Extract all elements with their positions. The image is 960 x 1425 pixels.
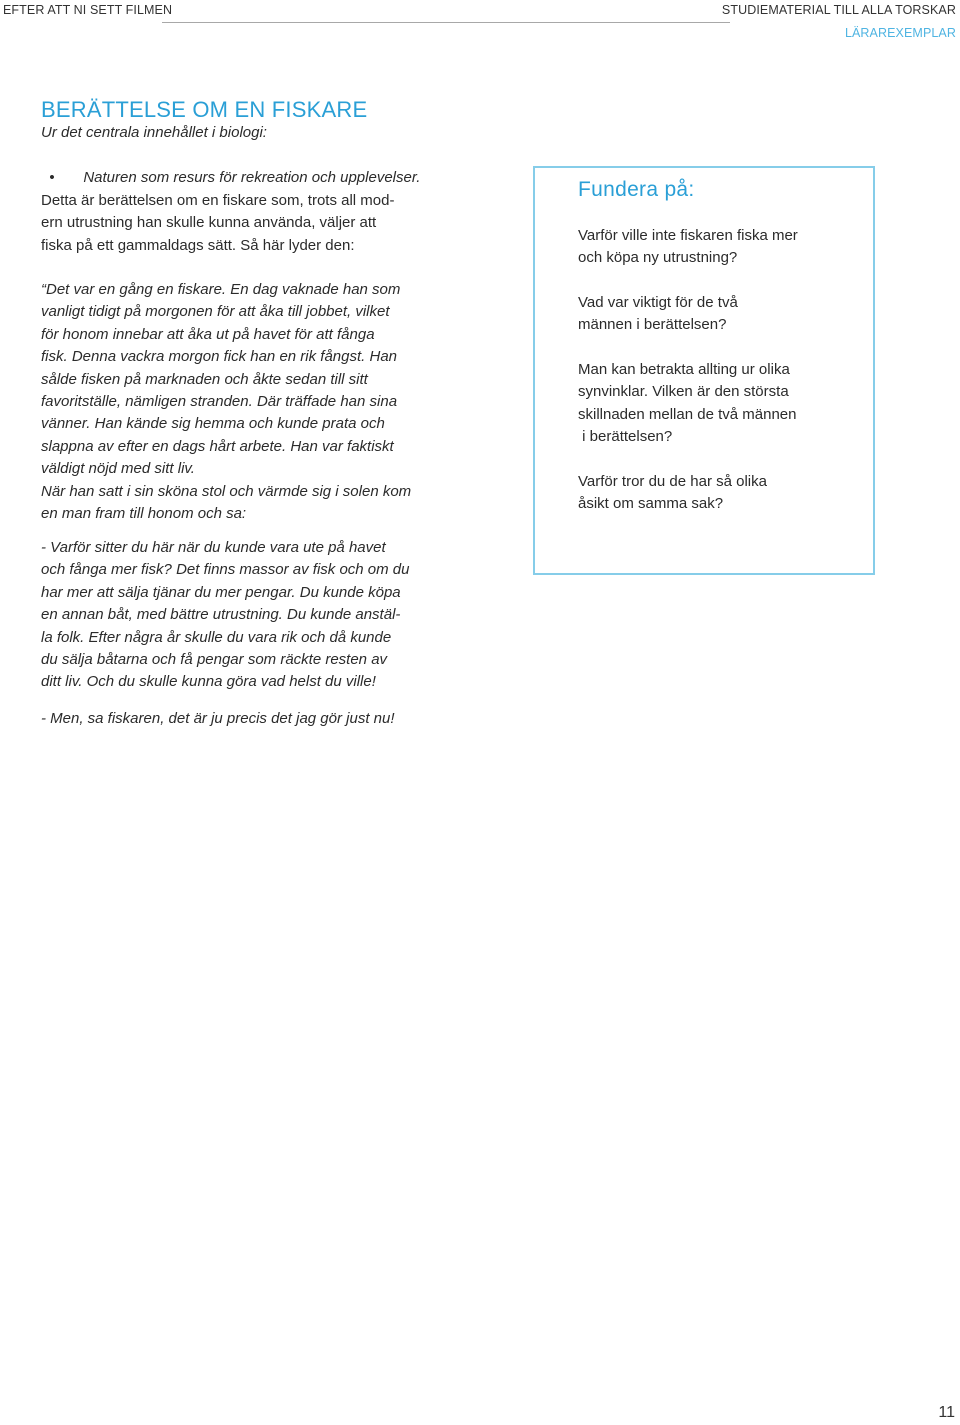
- dialog-line: en annan båt, med bättre utrustning. Du kunde anstäl-: [41, 606, 401, 624]
- question-item: [578, 225, 798, 270]
- story-line: en man fram till honom och sa:: [41, 504, 247, 522]
- dialog-line: la folk. Efter några år skulle du vara rik och då kunde: [41, 628, 392, 646]
- question-line: åsikt om samma sak?: [578, 495, 724, 513]
- question-line: och köpa ny utrustning?: [578, 249, 738, 267]
- dialog-line: du sälja båtarna och få pengar som räckte resten av: [41, 650, 388, 668]
- header-divider: [162, 22, 730, 23]
- header-left-title: EFTER ATT NI SETT FILMEN: [3, 3, 173, 17]
- intro-line: Detta är berättelsen om en fiskare som, trots all mod-: [41, 192, 395, 209]
- question-line: männen i berättelsen?: [578, 316, 727, 334]
- dialog-line: ditt liv. Och du skulle kunna göra vad helst du ville!: [41, 673, 376, 691]
- story-line: “Det var en gång en fiskare. En dag vaknade han som: [41, 281, 401, 298]
- story-line: vänner. Han kände sig hemma och kunde prata och: [41, 415, 385, 433]
- header-right-title: STUDIEMATERIAL TILL ALLA TORSKAR: [721, 3, 956, 17]
- reflection-box: [533, 166, 875, 575]
- question-item: [578, 292, 738, 337]
- story-line: slappna av efter en dags hårt arbete. Han var faktiskt: [41, 437, 394, 455]
- dialog-line: och fånga mer fisk? Det finns massor av fisk och om du: [41, 561, 410, 579]
- intro-paragraph: [41, 190, 394, 257]
- question-line: i berättelsen?: [578, 428, 673, 446]
- story-line: vanligt tidigt på morgonen för att åka till jobbet, vilket: [41, 303, 390, 321]
- story-line: sålde fisken på marknaden och åkte sedan till sitt: [41, 370, 368, 388]
- curriculum-item-text: Naturen som resurs för rekreation och upplevelser.: [83, 169, 421, 187]
- question-item: [578, 471, 767, 516]
- question-line: Man kan betrakta allting ur olika: [578, 361, 790, 378]
- story-line: favoritställe, nämligen stranden. Där träffade han sina: [41, 392, 398, 410]
- dialog-line: har mer att sälja tjänar du mer pengar. Du kunde köpa: [41, 583, 401, 601]
- story-line: fisk. Denna vackra morgon fick han en rik fångst. Han: [41, 348, 398, 366]
- intro-line: fiska på ett gammaldags sätt. Så här lyder den:: [41, 236, 355, 254]
- dialog-line: - Varför sitter du här när du kunde vara ute på havet: [41, 539, 386, 556]
- curriculum-bullet-item: [41, 145, 420, 190]
- story-paragraph: [41, 279, 411, 525]
- header-edition-label: LÄRAREXEMPLAR: [844, 26, 956, 40]
- story-line: När han satt i sin sköna stol och värmde sig i solen kom: [41, 482, 412, 500]
- reflection-box-title: Fundera på:: [578, 178, 695, 201]
- question-line: skillnaden mellan de två männen: [578, 405, 797, 423]
- dialog-paragraph: [41, 537, 410, 694]
- question-line: Varför ville inte fiskaren fiska mer: [578, 227, 798, 244]
- question-item: [578, 359, 796, 449]
- story-line: väldigt nöjd med sitt liv.: [41, 460, 195, 478]
- question-line: Vad var viktigt för de två: [578, 294, 738, 311]
- question-line: synvinklar. Vilken är den största: [578, 383, 789, 401]
- story-line: för honom innebar att åka ut på havet för att fånga: [41, 325, 375, 343]
- intro-line: ern utrustning han skulle kunna använda, väljer att: [41, 214, 377, 232]
- closing-line: - Men, sa fiskaren, det är ju precis det jag gör just nu!: [41, 710, 395, 727]
- question-line: Varför tror du de har så olika: [578, 473, 767, 490]
- article-title: BERÄTTELSE OM EN FISKARE: [41, 97, 368, 122]
- bullet-icon: •: [49, 169, 55, 187]
- page-number: 11: [938, 1404, 955, 1421]
- curriculum-intro: Ur det centrala innehållet i biologi:: [41, 124, 267, 141]
